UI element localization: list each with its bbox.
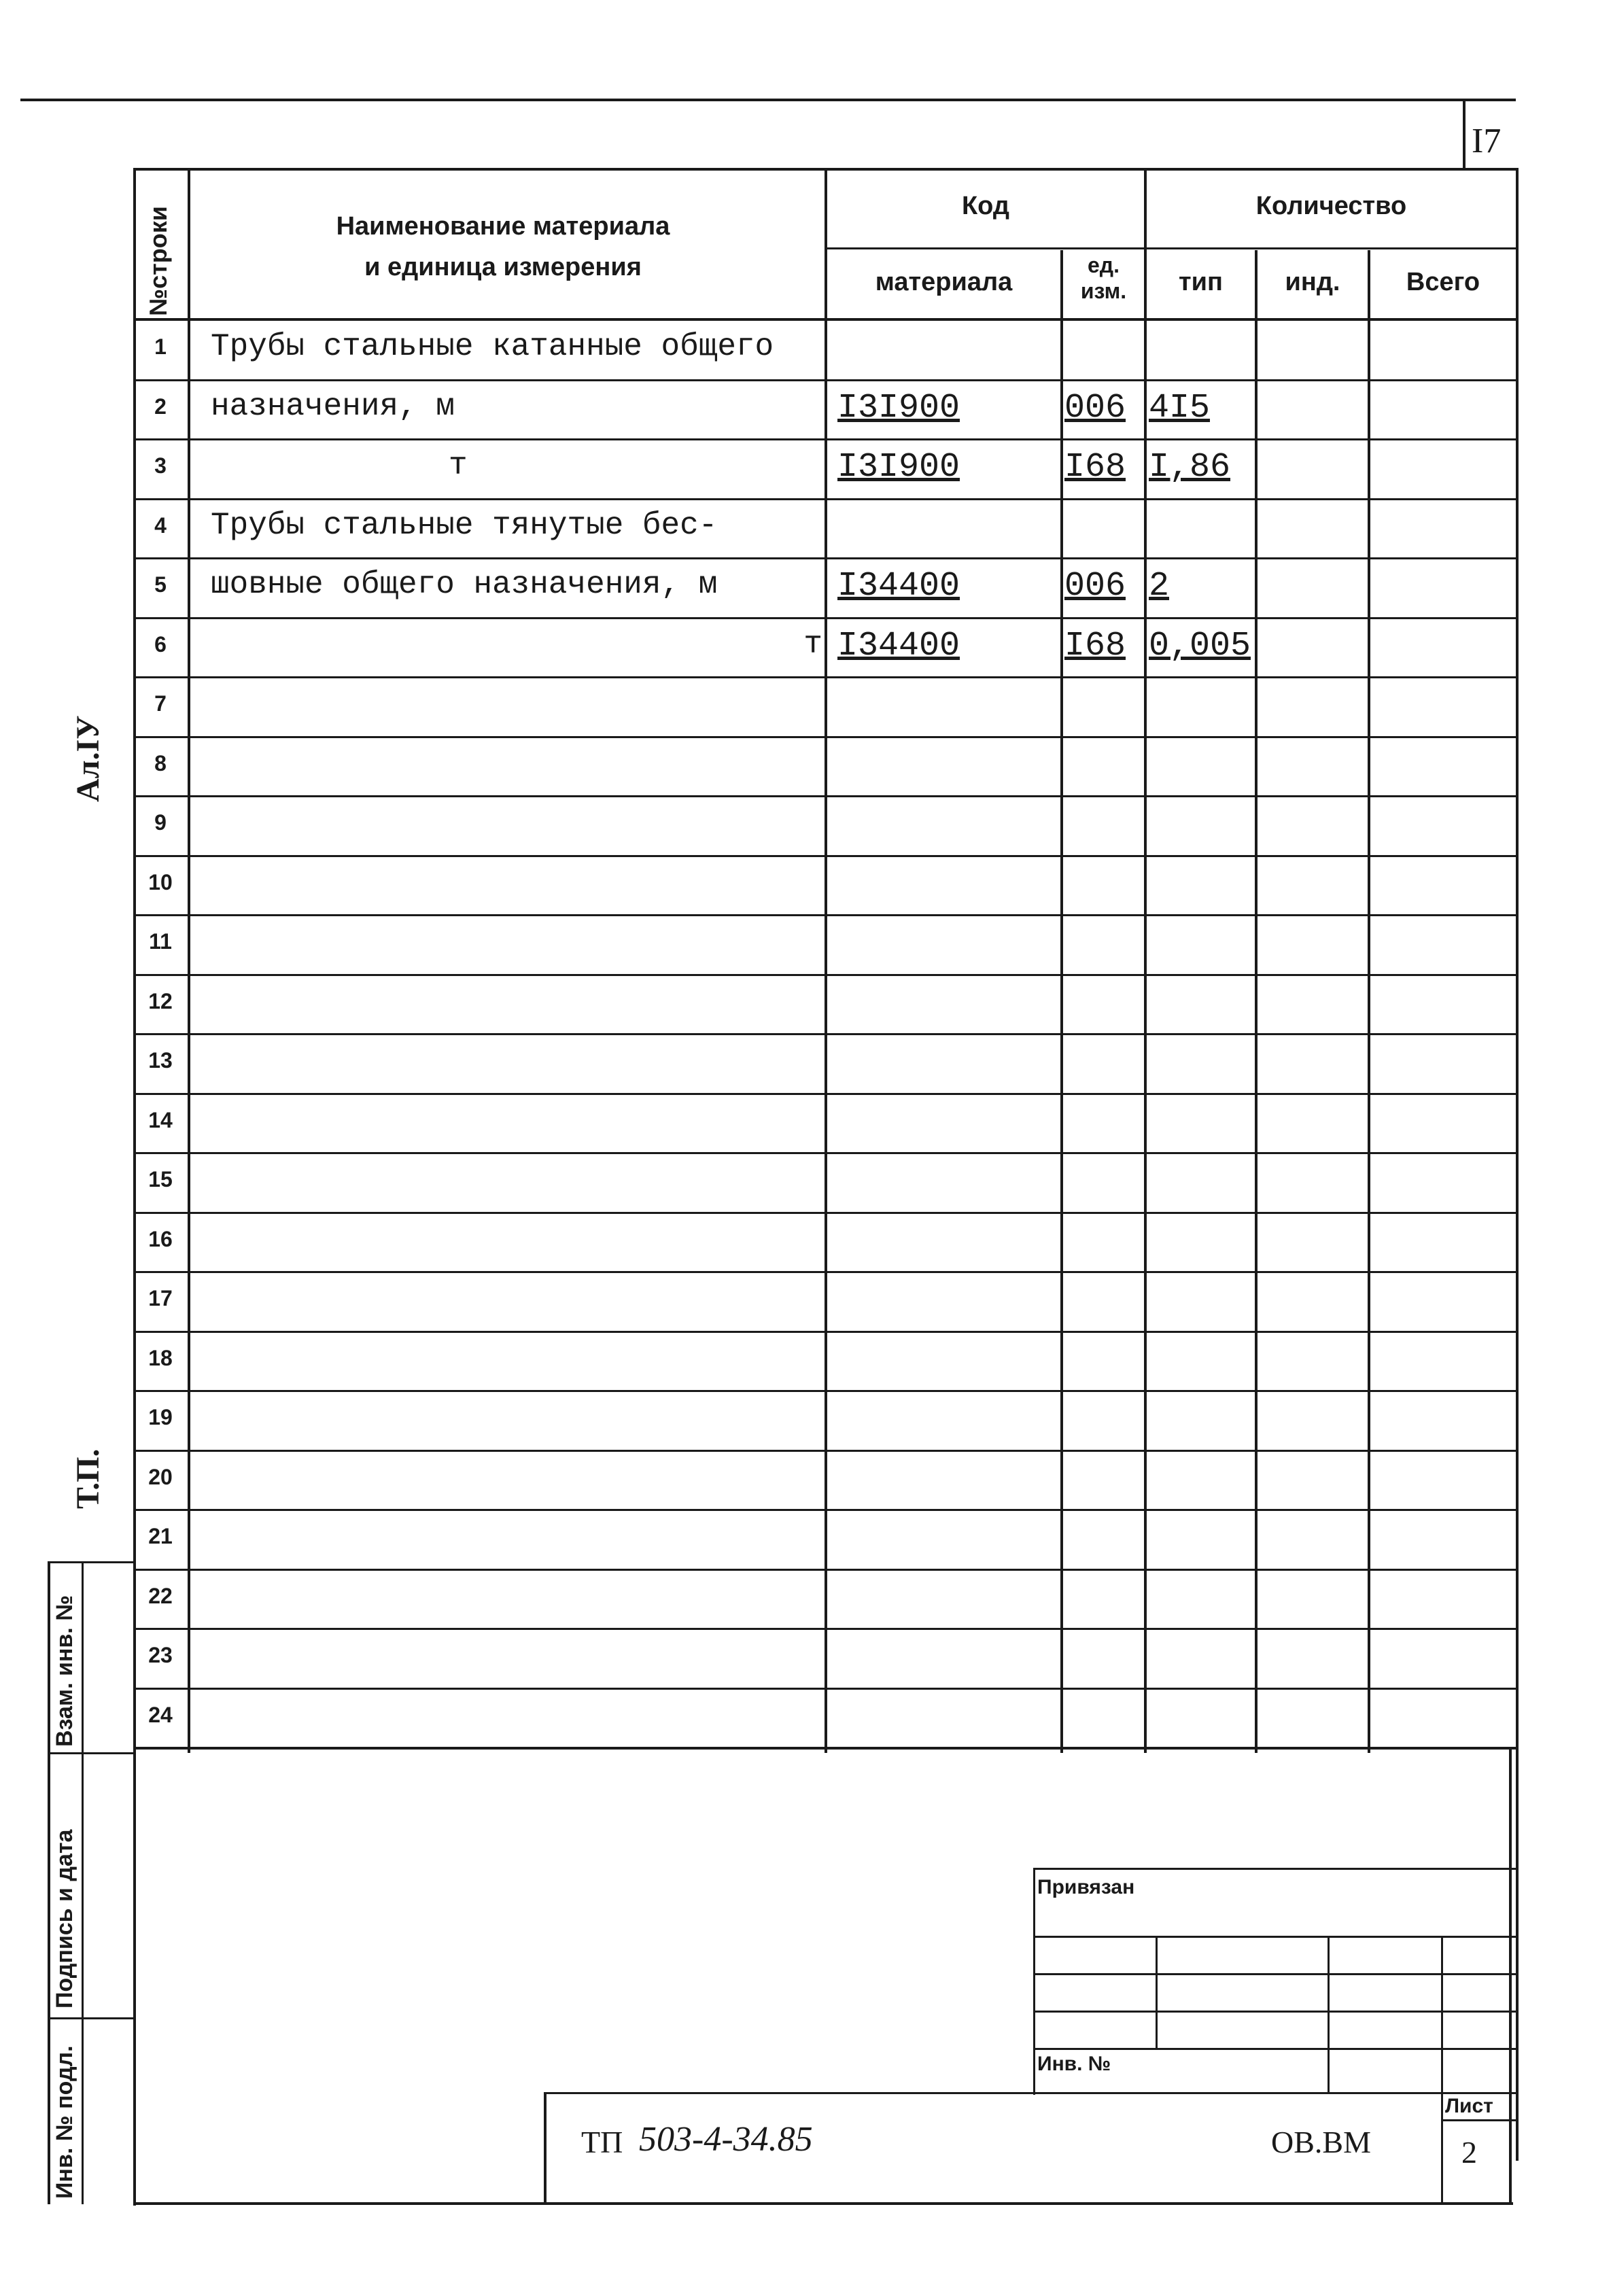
- row-number: 9: [154, 810, 167, 835]
- header-material: материала: [875, 268, 1013, 296]
- row-divider: [135, 1093, 1517, 1095]
- row-number: 14: [148, 1107, 173, 1132]
- tb-outer-top: [1033, 1868, 1517, 1870]
- header-name-line1: Наименование материала: [336, 212, 670, 241]
- table-right-border: [1516, 169, 1519, 2161]
- side-stamp-mid: [82, 1561, 84, 2204]
- podpis-label: Подпись и дата: [52, 1829, 77, 2008]
- col-divider-rownum: [188, 169, 190, 1753]
- header-total: Всего: [1406, 268, 1480, 296]
- cell-name: шовные общего назначения, м: [211, 567, 718, 602]
- tp-label: Т.П.: [70, 1448, 106, 1509]
- row-number: 17: [148, 1286, 173, 1310]
- cell-code: I3I900: [837, 388, 960, 428]
- row-number: 20: [148, 1464, 173, 1489]
- row-number: 4: [154, 512, 167, 538]
- row-divider: [135, 1569, 1517, 1571]
- top-rule: [20, 99, 1516, 101]
- header-unit-line1: ед.: [1088, 253, 1120, 277]
- inv-no-label: Инв. №: [1037, 2053, 1111, 2075]
- row-number: 22: [148, 1583, 173, 1608]
- header-code: Код: [961, 192, 1010, 220]
- row-number: 23: [148, 1643, 173, 1667]
- row-number: 16: [148, 1226, 173, 1251]
- col-divider-type: [1255, 250, 1258, 1753]
- tb-row3: [1033, 2011, 1517, 2013]
- row-number: 18: [148, 1345, 173, 1370]
- list-box-div: [1441, 2119, 1517, 2121]
- row-number: 6: [154, 631, 167, 657]
- cell-type: 2: [1149, 567, 1170, 606]
- tb-row4: [1033, 2048, 1517, 2050]
- row-divider: [135, 1747, 1517, 1750]
- cell-unit: I68: [1064, 626, 1126, 665]
- row-divider: [135, 974, 1517, 976]
- row-divider: [135, 676, 1517, 678]
- row-divider: [135, 914, 1517, 916]
- header-type: тип: [1179, 268, 1223, 296]
- col-divider-material: [1060, 250, 1063, 1753]
- col-divider-ind: [1368, 250, 1370, 1753]
- row-divider: [135, 1450, 1517, 1452]
- cell-name: т: [449, 448, 468, 483]
- row-number: 8: [154, 750, 167, 776]
- cell-type: I,86: [1149, 448, 1231, 487]
- page-number: I7: [1472, 122, 1502, 160]
- row-divider: [135, 1390, 1517, 1392]
- side-stamp-left: [48, 1561, 50, 2204]
- col-divider-name: [825, 169, 827, 1753]
- row-divider: [135, 1152, 1517, 1154]
- doc-box-left: [544, 2092, 547, 2204]
- cell-name: т: [803, 626, 822, 662]
- doc-number: 503-4-34.85: [639, 2120, 813, 2159]
- header-row-number: №строки: [144, 206, 172, 316]
- row-divider: [135, 557, 1517, 559]
- row-divider: [135, 1212, 1517, 1214]
- cell-code: I34400: [837, 626, 960, 665]
- row-divider: [135, 1509, 1517, 1511]
- list-value: 2: [1461, 2135, 1477, 2170]
- row-number: 15: [148, 1167, 173, 1192]
- cell-name: Трубы стальные тянутые бес-: [211, 507, 718, 543]
- frame-right-outer: [1509, 1747, 1512, 2204]
- frame-bottom-border: [133, 2202, 1513, 2205]
- row-number: 3: [154, 453, 167, 478]
- page-number-box-left: [1463, 99, 1465, 169]
- row-divider: [135, 795, 1517, 797]
- row-number: 12: [148, 988, 173, 1013]
- row-number: 11: [149, 929, 172, 954]
- header-unit-line2: изм.: [1080, 279, 1127, 303]
- cell-unit: I68: [1064, 448, 1126, 487]
- doc-prefix: ТП: [581, 2125, 623, 2159]
- cell-code: I3I900: [837, 448, 960, 487]
- tb-col3: [1441, 1936, 1443, 2204]
- tb-row1: [1033, 1936, 1517, 1938]
- cell-name: назначения, м: [211, 388, 455, 424]
- row-divider: [135, 1033, 1517, 1035]
- row-divider: [135, 498, 1517, 500]
- header-quantity: Количество: [1255, 192, 1407, 220]
- row-number: 1: [154, 334, 167, 359]
- tb-col1: [1156, 1936, 1158, 2048]
- doc-box-top: [544, 2092, 1517, 2094]
- cell-name: Трубы стальные катанные общего: [211, 329, 774, 364]
- row-divider: [135, 1271, 1517, 1273]
- row-divider: [135, 379, 1517, 381]
- row-divider: [135, 1688, 1517, 1690]
- row-divider: [135, 438, 1517, 440]
- tb-outer-left: [1033, 1868, 1035, 2095]
- row-divider: [135, 1628, 1517, 1630]
- row-number: 7: [154, 691, 167, 716]
- inv-podl-label: Инв. № подл.: [52, 2045, 77, 2199]
- cell-type: 4I5: [1149, 388, 1211, 428]
- row-number: 10: [148, 869, 173, 894]
- row-number: 19: [148, 1405, 173, 1429]
- row-number: 21: [148, 1524, 173, 1548]
- cell-unit: 006: [1064, 388, 1126, 428]
- cell-unit: 006: [1064, 567, 1126, 606]
- privyazan-label: Привязан: [1037, 1876, 1135, 1898]
- row-divider: [135, 1331, 1517, 1333]
- header-subdivider: [826, 247, 1517, 249]
- side-stamp-top: [48, 1561, 135, 1563]
- cell-type: 0,005: [1149, 626, 1251, 665]
- tb-col2: [1328, 1936, 1330, 2093]
- row-number: 13: [148, 1048, 173, 1073]
- side-stamp-div2: [48, 2017, 135, 2019]
- header-name-line2: и единица измерения: [364, 253, 642, 281]
- row-number: 5: [154, 572, 167, 597]
- header-ind: инд.: [1285, 268, 1340, 296]
- list-label: Лист: [1445, 2095, 1493, 2117]
- tb-row2: [1033, 1973, 1517, 1975]
- row-divider: [135, 617, 1517, 619]
- vzam-inv-label: Взам. инв. №: [52, 1595, 77, 1747]
- col-divider-unit: [1144, 169, 1147, 1753]
- album-label: Ал.IУ: [70, 715, 106, 802]
- side-stamp-div1: [48, 1752, 135, 1754]
- row-number: 2: [154, 394, 167, 419]
- row-divider: [135, 736, 1517, 738]
- cell-code: I34400: [837, 567, 960, 606]
- doc-code: ОВ.ВМ: [1271, 2125, 1371, 2159]
- row-divider: [135, 855, 1517, 857]
- header-bottom-border: [135, 318, 1517, 321]
- row-number: 24: [148, 1702, 173, 1727]
